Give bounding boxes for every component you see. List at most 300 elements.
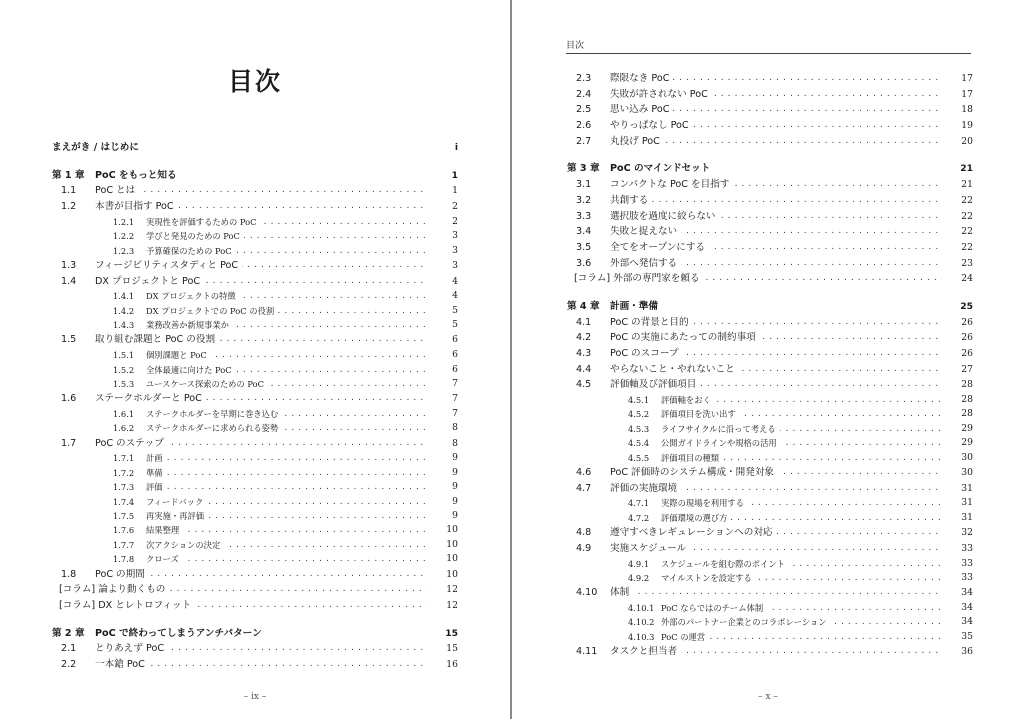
toc-entry-leader	[610, 256, 973, 272]
toc-entry-title: 再実施・再評価	[146, 511, 208, 521]
toc-entry-title: 計画	[146, 453, 167, 463]
toc-entry-page: 3	[427, 258, 458, 274]
toc-entry-chap[interactable]	[52, 626, 458, 642]
toc-entry-page: 28	[942, 393, 973, 407]
toc-entry-number: 4.8	[576, 527, 592, 539]
toc-entry-number: 4.10	[576, 587, 598, 599]
toc-entry-sub[interactable]	[567, 615, 973, 629]
toc-entry-title: 公開ガイドラインや規格の活用	[661, 438, 781, 448]
toc-entry-leader	[661, 557, 973, 571]
toc-entry-sub[interactable]	[567, 393, 973, 407]
toc-entry-number: 1.8	[61, 568, 77, 580]
toc-entry-page: 7	[427, 391, 458, 407]
toc-entry-number: 1.4.2	[113, 305, 135, 316]
toc-entry-page: 1	[427, 168, 458, 184]
toc-entry-page: 26	[942, 315, 973, 331]
toc-entry-sub[interactable]	[567, 422, 973, 436]
toc-entry-leader	[574, 271, 973, 287]
toc-entry-title: ステークホルダーと PoC	[95, 393, 206, 404]
toc-entry-sec[interactable]	[567, 362, 973, 378]
page-number-right: – x –	[758, 692, 778, 702]
toc-entry-page: 6	[427, 363, 458, 377]
toc-entry-title: PoC の期間	[95, 569, 149, 580]
toc-entry-leader	[610, 362, 973, 378]
toc-entry-title: 体制	[610, 587, 633, 598]
toc-entry-number: 4.10.1	[628, 603, 655, 614]
toc-entry-page: 31	[942, 481, 973, 497]
toc-entry-leader	[610, 299, 973, 315]
toc-entry-sub[interactable]	[52, 495, 458, 509]
toc-entry-page: 9	[427, 480, 458, 494]
toc-entry-sec[interactable]	[52, 258, 458, 274]
toc-entry-sec[interactable]	[567, 71, 973, 87]
toc-entry-sub[interactable]	[567, 630, 973, 644]
toc-entry-title: 一本鎗 PoC	[95, 659, 149, 670]
toc-entry-leader	[146, 289, 458, 303]
toc-entry-leader	[52, 140, 458, 156]
toc-entry-sub[interactable]	[567, 407, 973, 421]
toc-entry-title: 全てをオープンにする	[610, 242, 709, 253]
toc-entry-leader	[610, 102, 973, 118]
toc-entry-leader	[610, 585, 973, 601]
toc-entry-title: 評価項目の種類	[661, 453, 723, 463]
toc-entry-title: 取り組む課題と PoC の役割	[95, 334, 219, 345]
toc-entry-number: 1.2	[61, 201, 77, 213]
toc-entry-page: i	[427, 140, 458, 156]
toc-entry-title: フィージビリティスタディと PoC	[95, 260, 242, 271]
toc-entry-leader	[610, 71, 973, 87]
toc-entry-title: 外部へ発信する	[610, 258, 681, 269]
toc-entry-leader	[610, 346, 973, 362]
toc-entry-sec[interactable]	[567, 525, 973, 541]
toc-entry-number: 1.5.1	[113, 350, 135, 361]
toc-entry-title: PoC をもっと知る	[95, 170, 181, 181]
toc-entry-page: 22	[942, 209, 973, 225]
toc-entry-page: 29	[942, 422, 973, 436]
toc-entry-leader	[95, 391, 458, 407]
toc-entry-sec[interactable]	[567, 315, 973, 331]
toc-entry-leader	[610, 209, 973, 225]
toc-entry-page: 20	[942, 134, 973, 150]
left-page	[0, 0, 510, 719]
toc-entry-number: 第 3 章	[567, 163, 600, 175]
page-title: 目次	[227, 67, 282, 96]
toc-entry-title: 評価軸をおく	[661, 395, 715, 405]
toc-entry-number: 1.2.2	[113, 231, 135, 242]
toc-entry-title: PoC の運営	[661, 632, 709, 642]
toc-entry-number: 1.7.1	[113, 453, 135, 464]
toc-entry-leader	[610, 465, 973, 481]
toc-entry-number: 4.5.1	[628, 395, 650, 406]
toc-entry-page: 1	[427, 183, 458, 199]
toc-entry-page: 6	[427, 332, 458, 348]
toc-entry-number: 4.9.2	[628, 572, 650, 583]
toc-entry-sub[interactable]	[567, 496, 973, 510]
toc-entry-title: ユースケース探索のための PoC	[146, 379, 268, 389]
toc-entry-number: 1.1	[61, 185, 77, 197]
toc-entry-number: 3.1	[576, 179, 592, 191]
toc-entry-page: 22	[942, 240, 973, 256]
toc-entry-sub[interactable]	[52, 244, 458, 258]
toc-entry-title: 準備	[146, 468, 167, 478]
toc-entry-sec[interactable]	[52, 332, 458, 348]
toc-entry-sub[interactable]	[52, 377, 458, 391]
toc-entry-title: DX プロジェクトの特徴	[146, 291, 240, 301]
toc-entry-sub[interactable]	[52, 289, 458, 303]
toc-entry-page: 28	[942, 377, 973, 393]
toc-entry-page: 31	[942, 511, 973, 525]
toc-entry-number: 4.4	[576, 363, 592, 375]
toc-entry-leader	[95, 626, 458, 642]
toc-entry-page: 16	[427, 657, 458, 673]
toc-entry-number: 1.4.3	[113, 320, 135, 331]
toc-entry-leader	[661, 393, 973, 407]
toc-entry-leader	[610, 134, 973, 150]
toc-entry-number: 4.10.3	[628, 631, 655, 642]
toc-entry-sec[interactable]	[567, 193, 973, 209]
toc-entry-title: 評価環境の選び方	[661, 513, 731, 523]
toc-entry-sec[interactable]	[52, 274, 458, 290]
toc-entry-sub[interactable]	[52, 538, 458, 552]
toc-entry-leader	[661, 436, 973, 450]
toc-entry-sec[interactable]	[52, 183, 458, 199]
toc-entry-number: 4.6	[576, 467, 592, 479]
toc-entry-page: 30	[942, 465, 973, 481]
toc-entry-title: スケジュールを組む際のポイント	[661, 559, 789, 569]
toc-entry-leader	[610, 481, 973, 497]
toc-entry-sub[interactable]	[52, 523, 458, 537]
toc-entry-sec[interactable]	[567, 209, 973, 225]
toc-entry-page: 4	[427, 274, 458, 290]
toc-entry-number: 4.1	[576, 316, 592, 328]
toc-entry-sec[interactable]	[567, 481, 973, 497]
toc-entry-title: 選択肢を過度に絞らない	[610, 211, 720, 222]
toc-entry-title: PoC のマインドセット	[610, 163, 714, 174]
toc-entry-sec[interactable]	[567, 177, 973, 193]
toc-entry-number: 1.7.6	[113, 525, 135, 536]
toc-entry-leader	[146, 552, 458, 566]
toc-entry-leader	[661, 601, 973, 615]
toc-entry-sec[interactable]	[567, 224, 973, 240]
toc-entry-number: 3.2	[576, 194, 592, 206]
toc-entry-leader	[95, 183, 458, 199]
toc-entry-page: 34	[942, 585, 973, 601]
toc-entry-number: 1.7.4	[113, 496, 135, 507]
toc-entry-number: 2.2	[61, 659, 77, 671]
toc-entry-sec[interactable]	[567, 644, 973, 660]
toc-entry-title: 失敗と捉えない	[610, 226, 681, 237]
toc-entry-leader	[95, 567, 458, 583]
toc-entry-leader	[610, 177, 973, 193]
toc-entry-title: 際限なき PoC	[610, 73, 673, 84]
toc-entry-number: 1.5.3	[113, 378, 135, 389]
toc-entry-sub[interactable]	[567, 451, 973, 465]
toc-entry-title: PoC で終わってしまうアンチパターン	[95, 628, 266, 639]
toc-entry-leader	[146, 318, 458, 332]
toc-entry-sub[interactable]	[52, 552, 458, 566]
toc-entry-title: 実施スケジュール	[610, 543, 690, 554]
toc-entry-number: 1.5.2	[113, 364, 135, 375]
toc-entry-sub[interactable]	[52, 318, 458, 332]
toc-entry-title: 本書が目指す PoC	[95, 201, 178, 212]
toc-entry-number: 1.6	[61, 393, 77, 405]
toc-entry-sub[interactable]	[52, 480, 458, 494]
toc-entry-sub[interactable]	[52, 215, 458, 229]
toc-entry-sub[interactable]	[52, 509, 458, 523]
toc-entry-page: 17	[942, 71, 973, 87]
toc-entry-sec[interactable]	[567, 346, 973, 362]
toc-entry-sub[interactable]	[52, 407, 458, 421]
toc-entry-page: 31	[942, 496, 973, 510]
toc-entry-title: 個別課題と PoC	[146, 350, 211, 360]
toc-entry-title: DX プロジェクトと PoC	[95, 276, 204, 287]
toc-entry-sub[interactable]	[52, 229, 458, 243]
toc-entry-page: 6	[427, 348, 458, 362]
toc-entry-title: [コラム] 外部の専門家を頼る	[574, 273, 704, 284]
toc-entry-number: 2.1	[61, 643, 77, 655]
toc-entry-number: 4.11	[576, 646, 598, 658]
toc-entry-page: 3	[427, 244, 458, 258]
toc-entry-number: 4.7.1	[628, 498, 650, 509]
toc-entry-leader	[146, 509, 458, 523]
toc-entry-title: 評価軸及び評価項目	[610, 379, 700, 390]
toc-entry-title: まえがき / はじめに	[52, 142, 143, 153]
toc-entry-page: 23	[942, 256, 973, 272]
toc-entry-leader	[661, 407, 973, 421]
toc-entry-title: PoC 評価時のシステム構成・開発対象	[610, 467, 778, 478]
toc-entry-title: ステークホルダーに求められる姿勢	[146, 423, 282, 433]
toc-entry-number: 1.2.1	[113, 216, 135, 227]
toc-entry-page: 21	[942, 161, 973, 177]
toc-entry-page: 33	[942, 541, 973, 557]
toc-entry-chap[interactable]	[52, 168, 458, 184]
toc-entry-page: 10	[427, 567, 458, 583]
toc-entry-page: 10	[427, 523, 458, 537]
toc-entry-number: 1.7.8	[113, 554, 135, 565]
toc-entry-page: 9	[427, 509, 458, 523]
toc-entry-title: 評価	[146, 482, 167, 492]
page-number-left: – ix –	[243, 692, 267, 702]
toc-entry-chap[interactable]	[567, 161, 973, 177]
toc-entry-number: 1.7.2	[113, 467, 135, 478]
toc-entry-number: 1.7.3	[113, 482, 135, 493]
toc-entry-sec[interactable]	[567, 541, 973, 557]
toc-entry-page: 2	[427, 215, 458, 229]
toc-entry-number: 1.5	[61, 334, 77, 346]
toc-entry-leader	[610, 315, 973, 331]
toc-entry-sec[interactable]	[567, 102, 973, 118]
toc-entry-title: クローズ	[146, 554, 183, 564]
toc-entry-page: 36	[942, 644, 973, 660]
toc-entry-sub[interactable]	[567, 571, 973, 585]
toc-entry-title: マイルストンを設定する	[661, 573, 756, 583]
toc-entry-title: 計画・準備	[610, 301, 662, 312]
toc-entry-number: 4.2	[576, 332, 592, 344]
toc-entry-leader	[610, 118, 973, 134]
toc-entry-sec[interactable]	[567, 377, 973, 393]
toc-entry-title: 共創する	[610, 195, 652, 206]
toc-entry-number: 1.6.2	[113, 423, 135, 434]
toc-entry-number: 2.5	[576, 104, 592, 116]
toc-entry-leader	[146, 363, 458, 377]
toc-entry-leader	[661, 511, 973, 525]
toc-entry-number: 第 1 章	[52, 169, 85, 181]
toc-entry-col[interactable]	[52, 598, 458, 614]
toc-entry-page: 12	[427, 598, 458, 614]
toc-entry-page: 7	[427, 407, 458, 421]
toc-entry-col[interactable]	[52, 582, 458, 598]
toc-entry-number: 3.4	[576, 226, 592, 238]
toc-entry-leader	[146, 348, 458, 362]
toc-entry-page: 26	[942, 346, 973, 362]
toc-entry-title: 結果整理	[146, 525, 183, 535]
toc-entry-leader	[146, 451, 458, 465]
toc-entry-sec[interactable]	[52, 567, 458, 583]
running-head: 目次	[566, 38, 971, 54]
toc-entry-page: 24	[942, 271, 973, 287]
toc-entry-title: 思い込み PoC	[610, 104, 673, 115]
toc-entry-page: 5	[427, 318, 458, 332]
toc-entry-page: 5	[427, 304, 458, 318]
toc-entry-number: 3.5	[576, 241, 592, 253]
toc-entry-sec[interactable]	[567, 585, 973, 601]
toc-entry-leader	[146, 523, 458, 537]
toc-entry-leader	[610, 525, 973, 541]
toc-entry-sec[interactable]	[567, 134, 973, 150]
toc-entry-title: PoC の背景と目的	[610, 317, 693, 328]
toc-entry-sub[interactable]	[52, 451, 458, 465]
toc-entry-sub[interactable]	[567, 557, 973, 571]
toc-entry-page: 21	[942, 177, 973, 193]
toc-entry-sec[interactable]	[52, 641, 458, 657]
toc-entry-leader	[95, 168, 458, 184]
toc-entry-sec[interactable]	[567, 118, 973, 134]
toc-entry-title: 失敗が許されない PoC	[610, 89, 712, 100]
toc-entry-leader	[59, 582, 458, 598]
toc-entry-col[interactable]	[567, 271, 973, 287]
toc-entry-leader	[95, 657, 458, 673]
toc-entry-page: 22	[942, 193, 973, 209]
toc-entry-leader	[146, 244, 458, 258]
toc-entry-number: 4.5.4	[628, 438, 650, 449]
toc-entry-number: 1.7.5	[113, 511, 135, 522]
toc-entry-number: 第 2 章	[52, 627, 85, 639]
toc-entry-leader	[661, 496, 973, 510]
toc-entry-title: PoC の実施にあたっての制約事項	[610, 332, 760, 343]
toc-entry-page: 17	[942, 87, 973, 103]
toc-entry-leader	[661, 451, 973, 465]
toc-entry-sec[interactable]	[52, 436, 458, 452]
toc-entry-page: 7	[427, 377, 458, 391]
toc-entry-number: 1.3	[61, 259, 77, 271]
toc-entry-title: 丸投げ PoC	[610, 136, 664, 147]
toc-entry-title: 学びと発見のための PoC	[146, 231, 244, 241]
toc-entry-leader	[59, 598, 458, 614]
toc-entry-sub[interactable]	[52, 421, 458, 435]
toc-entry-page: 9	[427, 466, 458, 480]
toc-entry-page: 4	[427, 289, 458, 303]
toc-entry-sub[interactable]	[567, 436, 973, 450]
toc-entry-title: PoC ならではのチーム体制	[661, 603, 767, 613]
toc-entry-title: [コラム] 論より動くもの	[59, 584, 169, 595]
toc-entry-page: 33	[942, 557, 973, 571]
toc-entry-page: 12	[427, 582, 458, 598]
toc-entry-number: 4.9.1	[628, 558, 650, 569]
toc-entry-title: DX プロジェクトでの PoC の役割	[146, 306, 278, 316]
toc-entry-leader	[146, 304, 458, 318]
toc-entry-title: [コラム] DX とレトロフィット	[59, 600, 195, 611]
toc-entry-sub[interactable]	[567, 511, 973, 525]
toc-entry-page: 10	[427, 552, 458, 566]
toc-entry-sec[interactable]	[567, 465, 973, 481]
toc-entry-page: 26	[942, 330, 973, 346]
toc-entry-number: 4.7	[576, 482, 592, 494]
toc-entry-title: 外部のパートナー企業とのコラボレーション	[661, 617, 831, 627]
toc-entry-leader	[661, 630, 973, 644]
toc-entry-page: 32	[942, 525, 973, 541]
toc-entry-sec[interactable]	[567, 87, 973, 103]
toc-entry-leader	[146, 538, 458, 552]
toc-entry-sub[interactable]	[52, 363, 458, 377]
toc-entry-leader	[610, 541, 973, 557]
toc-entry-page: 9	[427, 495, 458, 509]
toc-entry-sec[interactable]	[52, 391, 458, 407]
toc-entry-title: 全体最適に向けた PoC	[146, 365, 236, 375]
toc-entry-leader	[610, 644, 973, 660]
toc-list-left	[52, 140, 458, 673]
toc-entry-front[interactable]	[52, 140, 458, 156]
toc-entry-page: 8	[427, 436, 458, 452]
toc-entry-sec[interactable]	[52, 199, 458, 215]
toc-entry-sub[interactable]	[567, 601, 973, 615]
toc-entry-title: タスクと担当者	[610, 646, 681, 657]
toc-entry-number: 1.4	[61, 275, 77, 287]
right-page	[512, 0, 1024, 719]
toc-entry-title: 評価項目を洗い出す	[661, 409, 740, 419]
toc-entry-number: 1.7	[61, 437, 77, 449]
toc-entry-leader	[146, 495, 458, 509]
toc-list-right	[567, 71, 973, 660]
toc-entry-sub[interactable]	[52, 348, 458, 362]
toc-entry-title: PoC のステップ	[95, 438, 168, 449]
toc-entry-sec[interactable]	[567, 330, 973, 346]
toc-entry-title: コンパクトな PoC を目指す	[610, 179, 733, 190]
toc-entry-leader	[146, 215, 458, 229]
toc-entry-title: 予算確保のための PoC	[146, 246, 236, 256]
toc-entry-number: 4.5.5	[628, 452, 650, 463]
toc-entry-number: 3.3	[576, 210, 592, 222]
toc-entry-number: 4.7.2	[628, 512, 650, 523]
toc-entry-leader	[610, 224, 973, 240]
toc-entry-title: 遵守すべきレギュレーションへの対応	[610, 527, 777, 538]
toc-entry-page: 3	[427, 229, 458, 243]
toc-entry-chap[interactable]	[567, 299, 973, 315]
toc-entry-sec[interactable]	[52, 657, 458, 673]
toc-entry-number: 2.7	[576, 135, 592, 147]
toc-entry-title: PoC とは	[95, 185, 139, 196]
toc-entry-number: 4.3	[576, 348, 592, 359]
toc-entry-sub[interactable]	[52, 304, 458, 318]
toc-entry-number: 2.4	[576, 88, 592, 100]
toc-entry-leader	[146, 407, 458, 421]
toc-entry-sec[interactable]	[567, 240, 973, 256]
toc-entry-title: ステークホルダーを早期に巻き込む	[146, 409, 282, 419]
toc-entry-title: やらないこと・やれないこと	[610, 364, 739, 375]
toc-entry-title: 次アクションの決定	[146, 540, 224, 550]
toc-entry-page: 25	[942, 299, 973, 315]
toc-entry-sec[interactable]	[567, 256, 973, 272]
toc-entry-sub[interactable]	[52, 466, 458, 480]
